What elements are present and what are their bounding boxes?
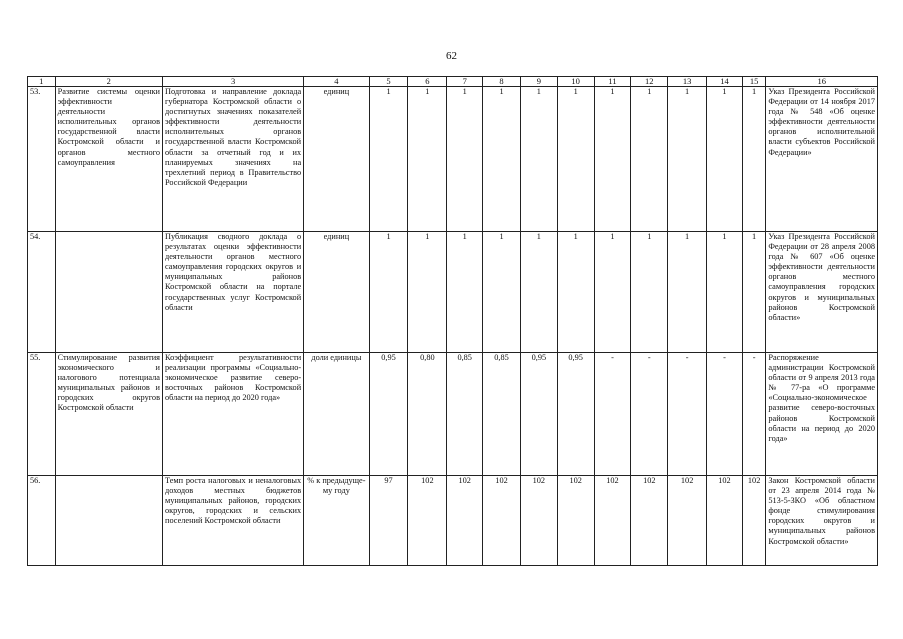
header-cell: 8 [483, 77, 521, 87]
value-cell: 102 [594, 476, 631, 566]
header-cell: 4 [304, 77, 369, 87]
header-cell: 12 [631, 77, 668, 87]
table-row [28, 476, 878, 566]
value-cell: - [631, 353, 668, 476]
indicator-cell: Подготовка и направление доклада губернатора Костромской области о достигнутых значениях показателей эффективности деятельности исполнительных органов государственной власти Костромской области за отчетный год и их планируемых значениях на трехлетний период в Правительство Российской Федерации [163, 87, 304, 232]
basis-cell: Закон Костромской области от 23 апреля 2014 года № 513-5-ЗКО «Об областном фонде стимулирования городских округов и муниципальных районов Костромской области» [766, 476, 878, 566]
indicator-cell: Коэффициент результативности реализации программы «Социально-экономическое развитие северо-восточных районов Костромской области на период до 2020 года» [163, 353, 304, 476]
unit-cell: единиц [304, 87, 369, 232]
table-row [28, 87, 878, 232]
value-cell: 1 [520, 87, 557, 232]
value-cell: 102 [447, 476, 483, 566]
value-cell: 1 [631, 232, 668, 353]
indicator-cell: Темп роста налоговых и неналоговых доходов местных бюджетов муниципальных районов, городских округов, городских и сельских поселений Костромской области [163, 476, 304, 566]
value-cell: 0,95 [369, 353, 408, 476]
header-cell: 16 [766, 77, 878, 87]
header-cell: 1 [28, 77, 56, 87]
value-cell: 102 [408, 476, 447, 566]
value-cell: 1 [447, 232, 483, 353]
value-cell: 1 [707, 232, 743, 353]
table-row [28, 353, 878, 476]
value-cell: 1 [742, 232, 766, 353]
unit-cell: доли единицы [304, 353, 369, 476]
table-header-row [28, 77, 878, 87]
value-cell: 1 [520, 232, 557, 353]
value-cell: 102 [520, 476, 557, 566]
row-number: 54. [28, 232, 56, 353]
basis-cell: Распоряжение администрации Костромской области от 9 апреля 2013 года № 77-ра «О программе «Социально-экономическое развитие северо-восточных районов Костромской области на период до 2020 года» [766, 353, 878, 476]
direction-cell [55, 232, 162, 353]
value-cell: 102 [742, 476, 766, 566]
table-row [28, 232, 878, 353]
header-cell: 5 [369, 77, 408, 87]
header-cell: 15 [742, 77, 766, 87]
value-cell: 0,80 [408, 353, 447, 476]
unit-cell: единиц [304, 232, 369, 353]
header-cell: 11 [594, 77, 631, 87]
header-cell: 2 [55, 77, 162, 87]
value-cell: 102 [557, 476, 594, 566]
header-cell: 7 [447, 77, 483, 87]
value-cell: - [594, 353, 631, 476]
indicator-cell: Публикация сводного доклада о результатах оценки эффективности деятельности органов местного самоуправления городских округов и муниципальных районов Костромской области на портале государственных услуг Костромской области [163, 232, 304, 353]
value-cell: - [742, 353, 766, 476]
value-cell: 0,85 [483, 353, 521, 476]
row-number: 56. [28, 476, 56, 566]
value-cell: 1 [668, 87, 707, 232]
indicators-table [27, 76, 878, 566]
value-cell: 1 [742, 87, 766, 232]
row-number: 53. [28, 87, 56, 232]
header-cell: 10 [557, 77, 594, 87]
header-cell: 13 [668, 77, 707, 87]
header-cell: 6 [408, 77, 447, 87]
value-cell: 1 [447, 87, 483, 232]
value-cell: 1 [483, 232, 521, 353]
direction-cell: Развитие системы оценки эффективности деятельности исполнительных органов государственной власти Костромской области и органов местного самоуправления [55, 87, 162, 232]
value-cell: 97 [369, 476, 408, 566]
direction-cell: Стимулирование развития экономического и налогового потенциала муниципальных районов и городских округов Костромской области [55, 353, 162, 476]
value-cell: 1 [557, 232, 594, 353]
basis-cell: Указ Президента Российской Федерации от 14 ноября 2017 года № 548 «Об оценке эффективности деятельности органов исполнительной власти субъектов Российской Федерации» [766, 87, 878, 232]
value-cell: 1 [483, 87, 521, 232]
value-cell: 102 [707, 476, 743, 566]
value-cell: 1 [668, 232, 707, 353]
basis-cell: Указ Президента Российской Федерации от 28 апреля 2008 года № 607 «Об оценке эффективности деятельности органов местного самоуправления городских округов и муниципальных районов Костромской области» [766, 232, 878, 353]
value-cell: 0,85 [447, 353, 483, 476]
value-cell: 102 [668, 476, 707, 566]
value-cell: 102 [483, 476, 521, 566]
value-cell: 1 [631, 87, 668, 232]
value-cell: 1 [707, 87, 743, 232]
value-cell: 1 [369, 232, 408, 353]
value-cell: 102 [631, 476, 668, 566]
header-cell: 3 [163, 77, 304, 87]
value-cell: 1 [408, 232, 447, 353]
value-cell: 0,95 [557, 353, 594, 476]
value-cell: 1 [369, 87, 408, 232]
value-cell: 1 [408, 87, 447, 232]
unit-cell: % к предыдуще-му году [304, 476, 369, 566]
value-cell: 1 [557, 87, 594, 232]
value-cell: 1 [594, 87, 631, 232]
page-number: 62 [446, 50, 457, 62]
header-cell: 14 [707, 77, 743, 87]
row-number: 55. [28, 353, 56, 476]
value-cell: - [707, 353, 743, 476]
value-cell: 0,95 [520, 353, 557, 476]
header-cell: 9 [520, 77, 557, 87]
value-cell: - [668, 353, 707, 476]
direction-cell [55, 476, 162, 566]
value-cell: 1 [594, 232, 631, 353]
